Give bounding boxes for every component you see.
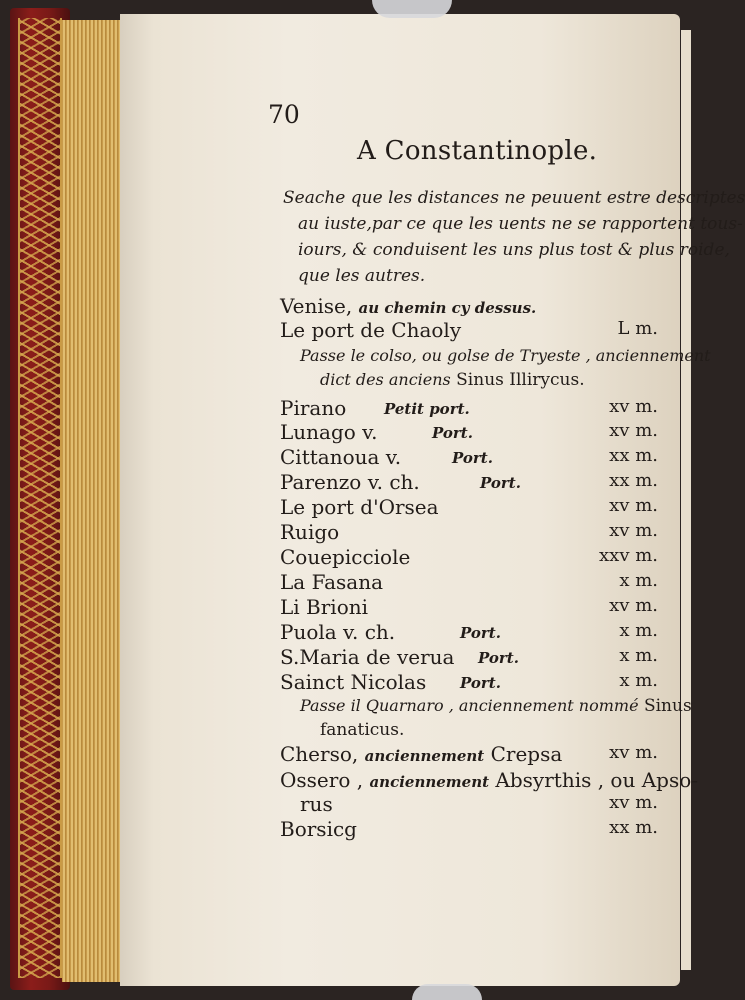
distance: x m. [619, 645, 658, 666]
place-alt-name: Crepsa [490, 742, 563, 766]
place-name: S.Maria de verua [280, 645, 455, 669]
intro-line: que les autres. [298, 266, 426, 286]
place-name: Couepicciole [280, 545, 411, 569]
route-entry [280, 595, 368, 619]
subheading-place: Venise, [280, 294, 353, 318]
place-name: Ossero , [280, 768, 364, 792]
place-name: Parenzo v. ch. [280, 470, 420, 494]
port-note: Port. [480, 474, 521, 492]
route-entry [280, 742, 562, 766]
place-name: Li Brioni [280, 595, 369, 619]
port-note: Port. [452, 449, 493, 467]
passage-note-italic: Passe il Quarnaro , anciennement nommé [300, 696, 639, 715]
port-note: Port. [432, 424, 473, 442]
subheading-note: au chemin cy dessus. [358, 299, 537, 317]
port-note: Port. [460, 674, 501, 692]
place-note: anciennement [369, 773, 490, 791]
distance: x m. [619, 620, 658, 641]
route-entry [280, 768, 698, 792]
distance: xx m. [609, 470, 658, 491]
route-entry [280, 520, 339, 544]
distance: xxv m. [599, 545, 658, 566]
port-note: Port. [478, 649, 519, 667]
distance: x m. [619, 670, 658, 691]
place-name: Le port d'Orsea [280, 495, 439, 519]
distance: xx m. [609, 445, 658, 466]
port-note: Port. [460, 624, 501, 642]
route-entry [280, 420, 377, 444]
distance: xv m. [609, 396, 658, 417]
route-entry [280, 470, 420, 494]
passage-note-italic: dict des anciens [320, 370, 451, 389]
distance: xx m. [609, 817, 658, 838]
page-heading: A Constantinople. [357, 136, 598, 166]
passage-note-roman: Sinus [643, 696, 692, 716]
place-name: rus [300, 792, 333, 816]
distance: xv m. [609, 520, 658, 541]
place-name: Borsicg [280, 817, 357, 841]
route-entry [300, 792, 333, 816]
passage-note [300, 696, 692, 716]
route-entry [280, 545, 410, 569]
place-name: Sainct Nicolas [280, 670, 427, 694]
intro-line: Seache que les distances ne peuuent estre descriptes [283, 188, 745, 208]
distance: xv m. [609, 495, 658, 516]
intro-line: au iuste,par ce que les uents ne se rapportent tous- [298, 214, 743, 234]
place-name: Ruigo [280, 520, 340, 544]
place-name: Lunago v. [280, 420, 378, 444]
route-entry [280, 495, 439, 519]
passage-note-line2 [320, 720, 404, 740]
route-entry [280, 318, 461, 342]
passage-note-line2 [320, 370, 585, 390]
place-alt-name: Absyrthis , ou Apso- [495, 768, 699, 792]
place-name: La Fasana [280, 570, 383, 594]
place-name: Cherso, [280, 742, 359, 766]
place-name: Le port de Chaoly [280, 318, 462, 342]
route-entry [280, 645, 454, 669]
distance: xv m. [609, 420, 658, 441]
section-subheading [280, 294, 536, 318]
place-name: Puola v. ch. [280, 620, 396, 644]
route-entry [280, 570, 383, 594]
port-note: Petit port. [384, 400, 470, 418]
route-entry [280, 396, 346, 420]
passage-note-italic: Passe le colso, ou golse de Tryeste , anciennement [300, 346, 711, 365]
route-entry [280, 817, 357, 841]
place-name: Cittanoua v. [280, 445, 402, 469]
distance: xv m. [609, 742, 658, 763]
route-entry [280, 445, 401, 469]
distance: L m. [617, 318, 658, 339]
place-note: anciennement [364, 747, 485, 765]
route-entry [280, 620, 395, 644]
place-name: Pirano [280, 396, 347, 420]
passage-note [300, 346, 711, 366]
distance: xv m. [609, 792, 658, 813]
route-entry [280, 670, 426, 694]
distance: xv m. [609, 595, 658, 616]
passage-note-roman: Sinus Illirycus. [456, 370, 585, 390]
page-number: 70 [268, 100, 300, 129]
distance: x m. [619, 570, 658, 591]
intro-line: iours, & conduisent les uns plus tost & plus roide, [298, 240, 730, 260]
passage-note-roman: fanaticus. [320, 720, 405, 740]
